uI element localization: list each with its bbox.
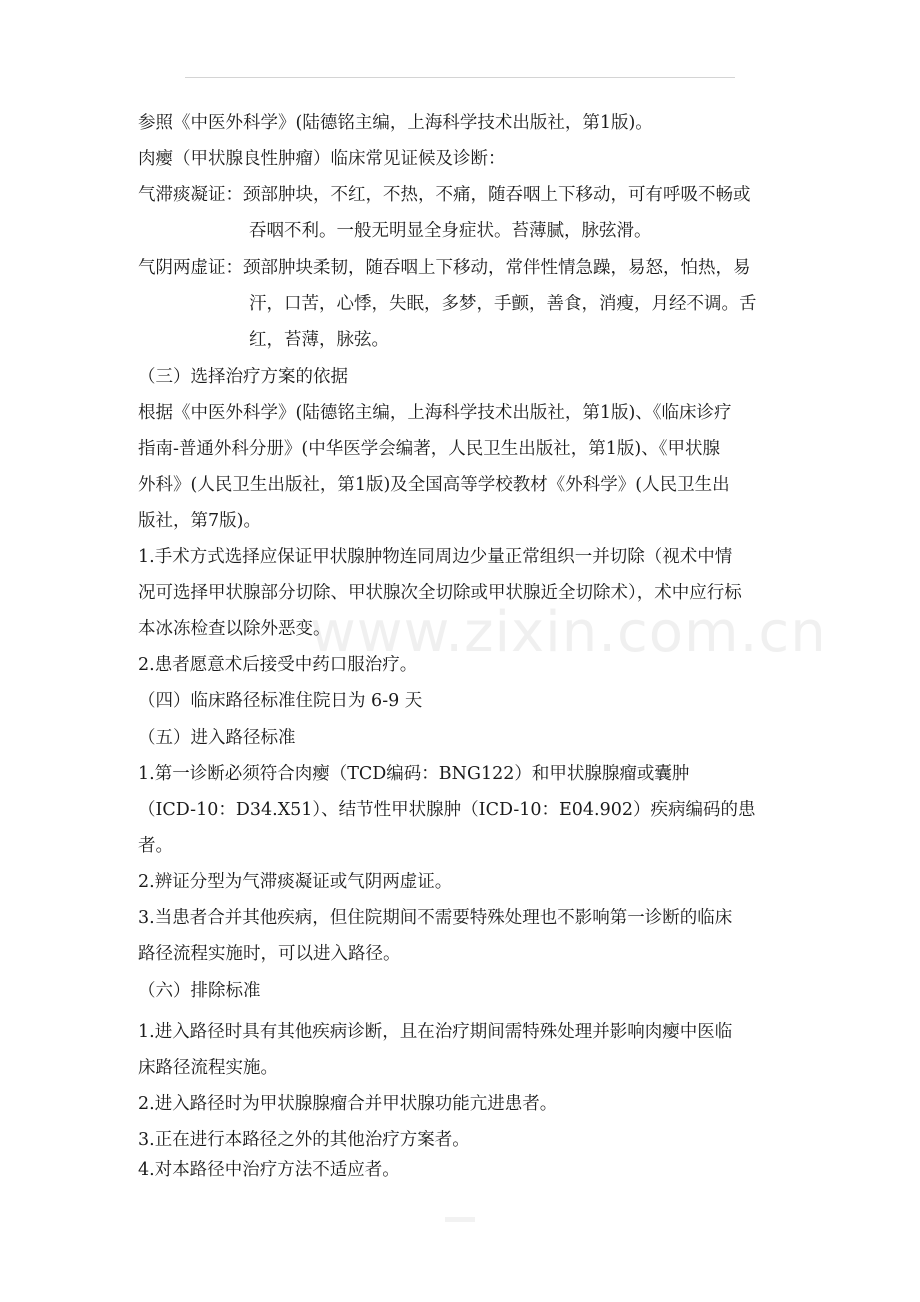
- basis-line-4: 版社，第7版)。: [138, 511, 261, 531]
- exclusion-2-line: 2.进入路径时为甲状腺腺瘤合并甲状腺功能亢进患者。: [138, 1094, 558, 1114]
- syndrome-1-line-1: 气滞痰凝证：颈部肿块，不红，不热，不痛，随吞咽上下移动，可有呼吸不畅或: [138, 185, 751, 205]
- surgery-line-2: 况可选择甲状腺部分切除、甲状腺次全切除或甲状腺近全切除术），术中应行标: [138, 583, 742, 603]
- entry-1-line-3: 者。: [138, 836, 173, 856]
- section-6-heading: （六）排除标准: [138, 981, 261, 1001]
- entry-1-line-1: 1.第一诊断必须符合肉瘿（TCD编码：BNG122）和甲状腺腺瘤或囊肿: [138, 764, 690, 784]
- basis-line-1: 根据《中医外科学》(陆德铭主编，上海科学技术出版社，第1版)、《临床诊疗: [138, 403, 732, 423]
- section-3-heading: （三）选择治疗方案的依据: [138, 367, 348, 387]
- entry-2-line: 2.辨证分型为气滞痰凝证或气阴两虚证。: [138, 872, 453, 892]
- entry-3-line-1: 3.当患者合并其他疾病，但住院期间不需要特殊处理也不影响第一诊断的临床: [138, 908, 733, 928]
- entry-1-line-2: （ICD-10：D34.X51）、结节性甲状腺肿（ICD-10：E04.902）疾病编码的患: [138, 800, 756, 820]
- syndrome-2-line-3: 红，苔薄，脉弦。: [249, 330, 389, 350]
- exclusion-4-line: 4.对本路径中治疗方法不适应者。: [138, 1160, 400, 1180]
- exclusion-1-line-2: 床路径流程实施。: [138, 1058, 278, 1078]
- exclusion-1-line-1: 1.进入路径时具有其他疾病诊断，且在治疗期间需特殊处理并影响肉瘿中医临: [138, 1022, 733, 1042]
- surgery-line-3: 本冰冻检查以除外恶变。: [138, 619, 331, 639]
- syndrome-2-line-1: 气阴两虚证：颈部肿块柔韧，随吞咽上下移动，常伴性情急躁，易怒，怕热，易: [138, 258, 751, 278]
- diagnosis-heading: 肉瘿（甲状腺良性肿瘤）临床常见证候及诊断：: [138, 149, 506, 169]
- section-4-heading: （四）临床路径标准住院日为 6-9 天: [138, 691, 423, 711]
- basis-line-2: 指南-普通外科分册》(中华医学会编著，人民卫生出版社，第1版)、《甲状腺: [138, 439, 720, 459]
- surgery-line-1: 1.手术方式选择应保证甲状腺肿物连同周边少量正常组织一并切除（视术中情: [138, 547, 733, 567]
- header-rule: [185, 77, 735, 78]
- tcm-treatment-line: 2.患者愿意术后接受中药口服治疗。: [138, 655, 418, 675]
- watermark: www.zixin.com.cn: [310, 600, 827, 665]
- exclusion-3-line: 3.正在进行本路径之外的其他治疗方案者。: [138, 1130, 470, 1150]
- syndrome-1-line-2: 吞咽不利。一般无明显全身症状。苔薄腻，脉弦滑。: [249, 221, 652, 241]
- footer-mark: [445, 1217, 475, 1222]
- basis-line-3: 外科》(人民卫生出版社，第1版)及全国高等学校教材《外科学》(人民卫生出: [138, 475, 730, 495]
- entry-3-line-2: 路径流程实施时，可以进入路径。: [138, 944, 401, 964]
- syndrome-2-line-2: 汗，口苦，心悸，失眠，多梦，手颤，善食，消瘦，月经不调。舌: [249, 294, 757, 314]
- section-5-heading: （五）进入路径标准: [138, 728, 296, 748]
- reference-line: 参照《中医外科学》(陆德铭主编，上海科学技术出版社，第1版)。: [138, 113, 653, 133]
